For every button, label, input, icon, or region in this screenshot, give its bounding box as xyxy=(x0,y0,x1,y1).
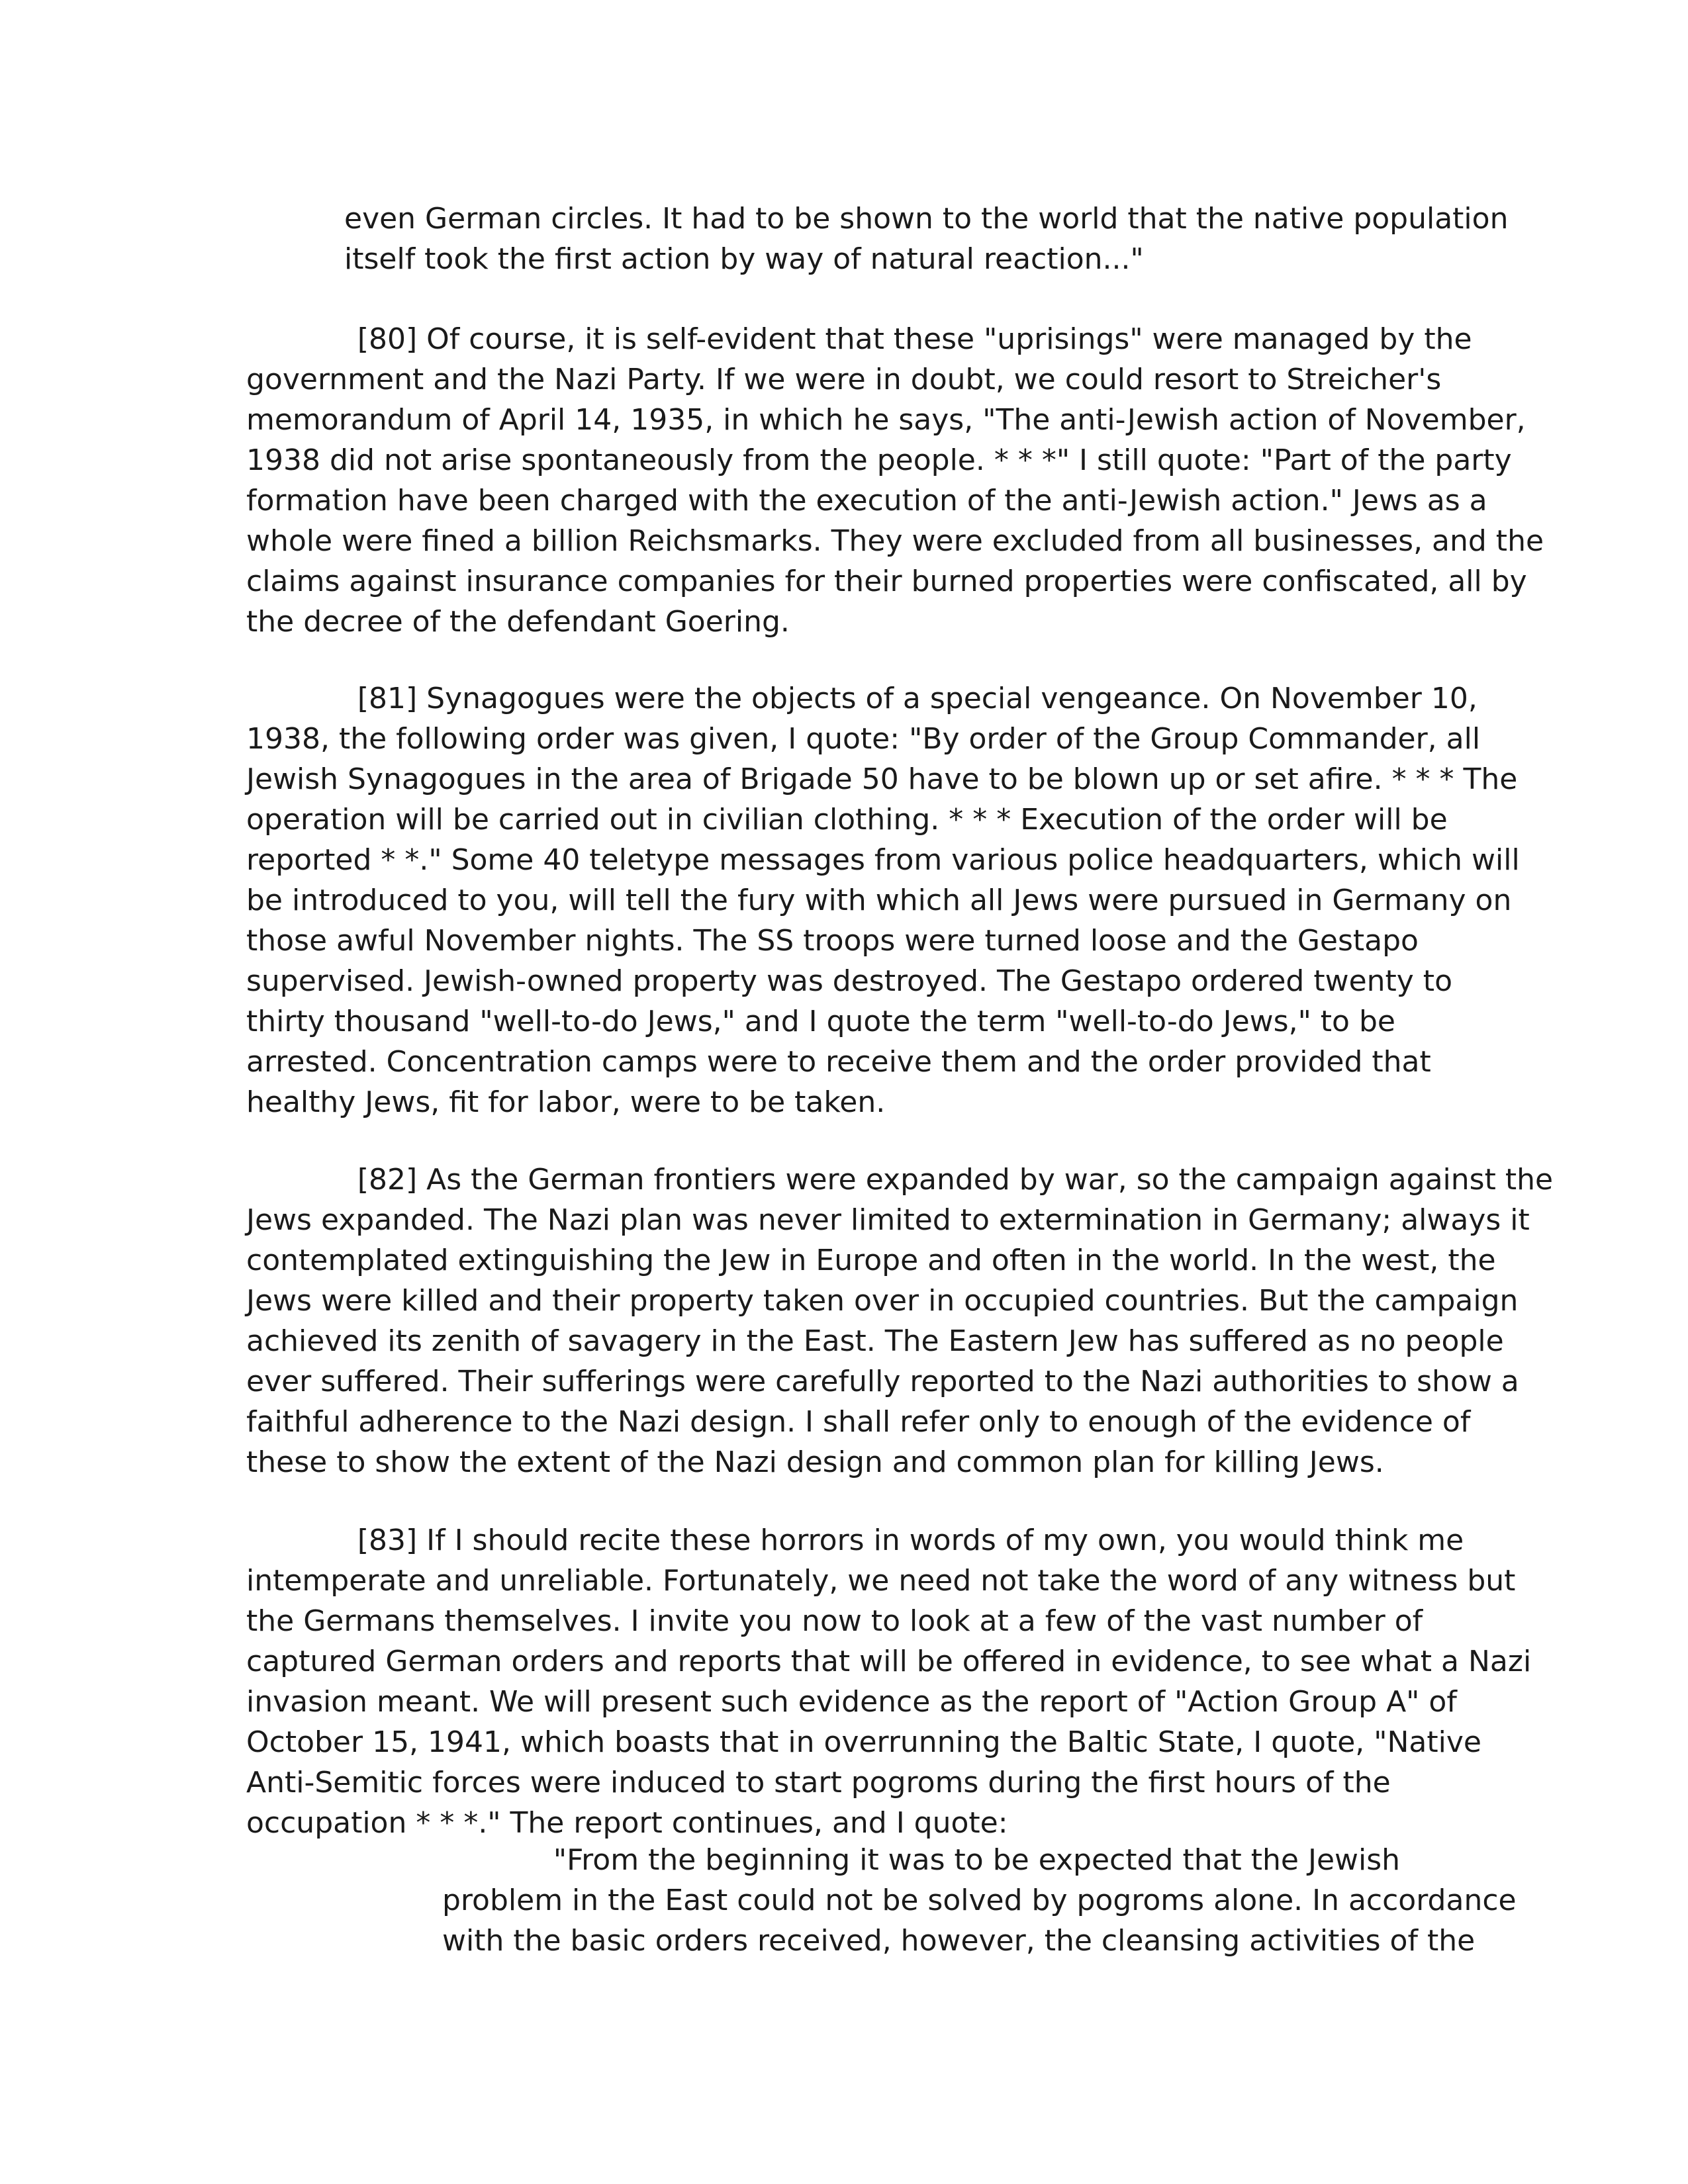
continued-quote: even German circles. It had to be shown to the world that the native population itself took the first action by way of natural reaction..." xyxy=(344,202,1509,276)
paragraph-80: [80] Of course, it is self-evident that these "uprisings" were managed by the government and the Nazi Party. If we were in doubt, we could resort to Streicher's memorandum of April 14, 1935, in which he says, "The anti-Jewish action of November, 1938 did not arise spontaneously from the people. * * *" I still quote: "Part of the party formation have been charged with the execution of the anti-Jewish action." Jews as a whole were fined a billion Reichsmarks. They were excluded from all businesses, and the claims against insurance companies for their burned properties were confiscated, all by the decree of the defendant Goering. xyxy=(246,322,1544,639)
paragraph-83: [83] If I should recite these horrors in words of my own, you would think me intemperate and unreliable. Fortunately, we need not take the word of any witness but the Germans themselves. I invite you now to look at a few of the vast number of captured German orders and reports that will be offered in evidence, to see what a Nazi invasion meant. We will present such evidence as the report of "Action Group A" of October 15, 1941, which boasts that in overrunning the Baltic State, I quote, "Native Anti-Semitic forces were induced to start pogroms during the first hours of the occupation * * *." The report continues, and I quote: xyxy=(246,1524,1532,1840)
paragraph-81: [81] Synagogues were the objects of a special vengeance. On November 10, 1938, the following order was given, I quote: "By order of the Group Commander, all Jewish Synagogues in the area of Brigade 50 have to be blown up or set afire. * * * The operation will be carried out in civilian clothing. * * * Execution of the order will be reported * *." Some 40 teletype messages from various police headquarters, which will be introduced to you, will tell the fury with which all Jews were pursued in Germany on those awful November nights. The SS troops were turned loose and the Gestapo supervised. Jewish-owned property was destroyed. The Gestapo ordered twenty to thirty thousand "well-to-do Jews," and I quote the term "well-to-do Jews," to be arrested. Concentration camps were to receive them and the order provided that healthy Jews, fit for labor, were to be taken. xyxy=(246,682,1520,1119)
inset-quote: "From the beginning it was to be expected that the Jewish problem in the East could not be solved by pogroms alone. In accordance with the basic orders received, however, the cleansing activities of the xyxy=(442,1843,1517,1958)
paragraph-82: [82] As the German frontiers were expanded by war, so the campaign against the Jews expanded. The Nazi plan was never limited to extermination in Germany; always it contemplated extinguishing the Jew in Europe and often in the world. In the west, the Jews were killed and their property taken over in occupied countries. But the campaign achieved its zenith of savagery in the East. The Eastern Jew has suffered as no people ever suffered. Their sufferings were carefully reported to the Nazi authorities to show a faithful adherence to the Nazi design. I shall refer only to enough of the evidence of these to show the extent of the Nazi design and common plan for killing Jews. xyxy=(246,1163,1554,1479)
